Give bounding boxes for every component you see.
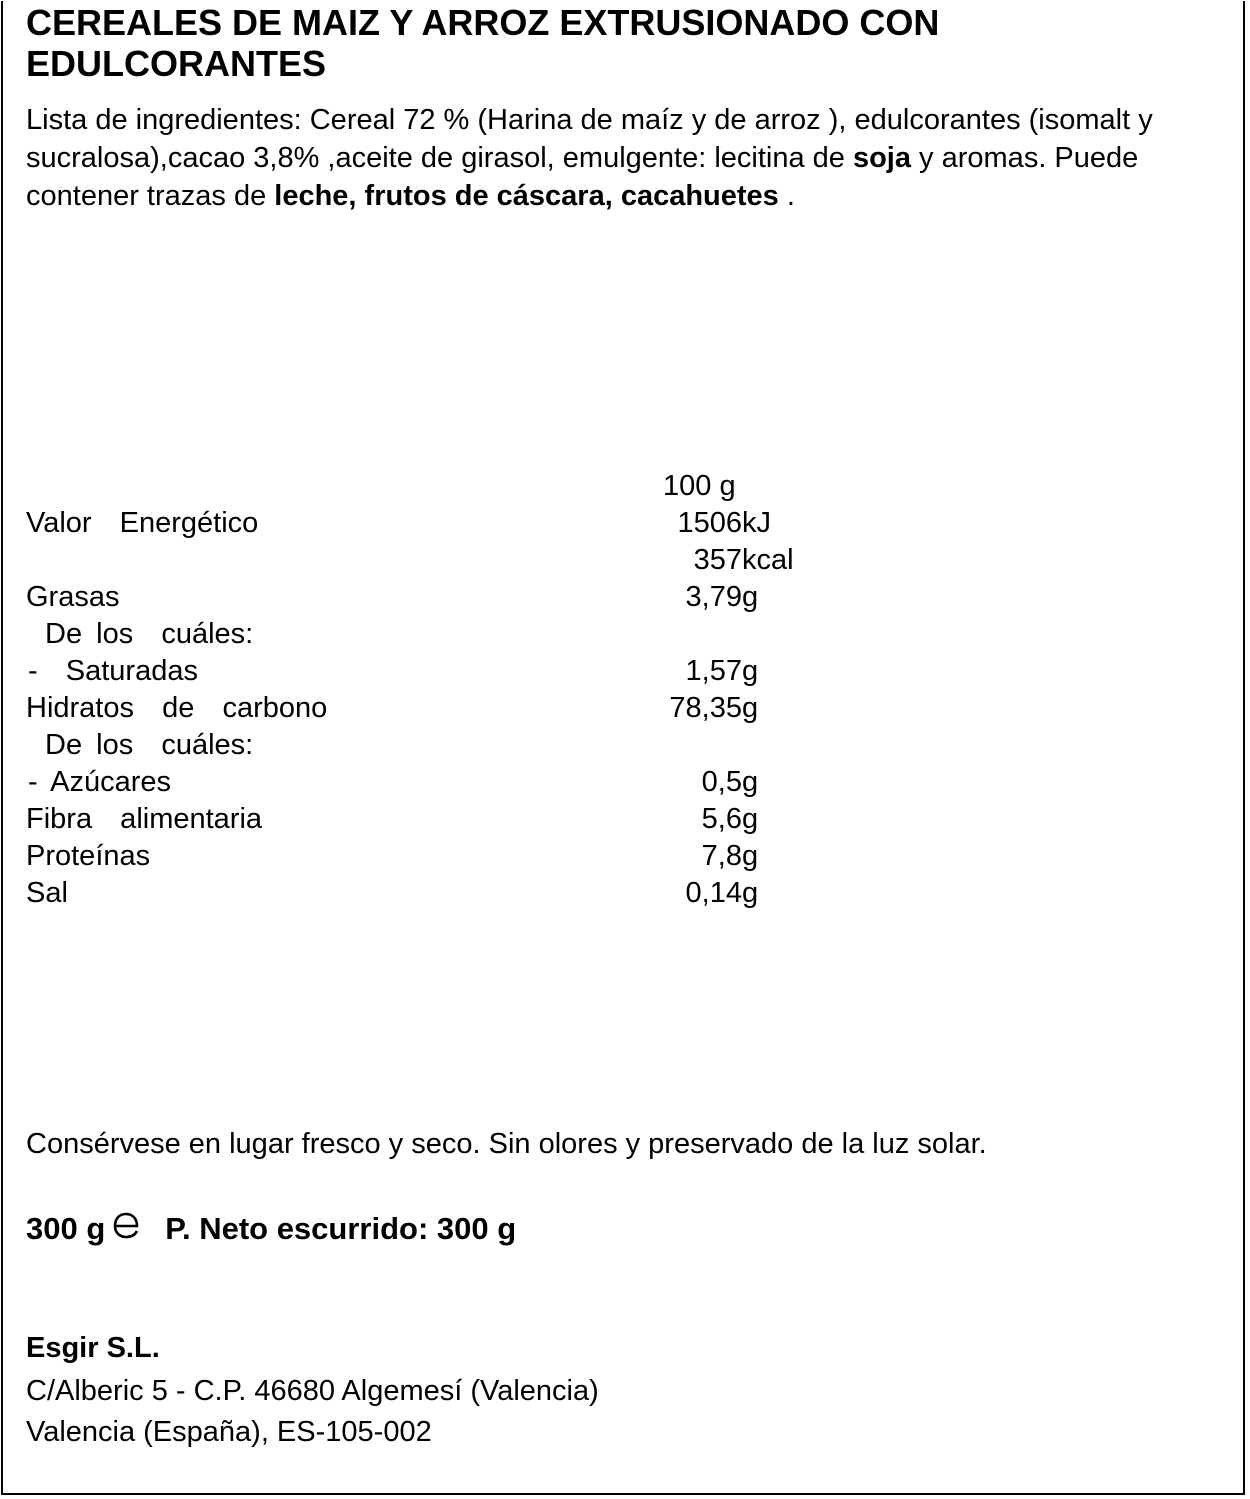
ingredients-text: Lista de ingredientes: Cereal 72 % (Harina de maíz y de arroz ), edulcorantes (isomalt y sucralosa),cacao 3,8% ,aceite de girasol, emulgente: lecitina de <box>26 104 1153 174</box>
nutrient-label: Hidratos de carbono <box>26 692 328 724</box>
net-weight: 300 g <box>26 1211 106 1246</box>
nutrient-label: De los cuáles: <box>45 618 254 650</box>
nutrient-unit: g <box>742 840 759 872</box>
drained-weight: P. Neto escurrido: 300 g <box>165 1211 517 1246</box>
nutrition-row-of-which <box>26 618 926 655</box>
nutrient-label: Grasas <box>26 581 120 613</box>
product-title: CEREALES DE MAIZ Y ARROZ EXTRUSIONADO CON EDULCORANTES <box>26 2 940 84</box>
nutrition-row-fat <box>26 581 926 618</box>
nutrient-label: Sal <box>26 877 68 909</box>
allergen-soy: soja <box>852 142 911 174</box>
nutrient-unit: g <box>742 655 759 687</box>
nutrient-value: 0,5 <box>701 766 742 798</box>
ingredients-text-end: . <box>778 180 795 212</box>
nutrient-value: 1506 <box>677 507 742 539</box>
allergen-traces: leche, frutos de cáscara, cacahuetes <box>274 180 779 212</box>
nutrient-label: Valor Energético <box>26 507 259 539</box>
nutrient-label: Fibra alimentaria <box>26 803 263 835</box>
nutrient-unit: g <box>742 803 759 835</box>
nutrient-value: 7,8 <box>701 840 742 872</box>
nutrition-row-of-which <box>26 729 926 766</box>
nutrient-label: - Saturadas <box>28 655 198 687</box>
nutrition-row-carbs <box>26 692 926 729</box>
nutrition-row-salt <box>26 877 926 914</box>
nutrition-row-saturated <box>26 655 926 692</box>
nutrient-value: 5,6 <box>701 803 742 835</box>
nutrition-row-sugars <box>26 766 926 803</box>
nutrient-value: 3,79 <box>685 581 742 613</box>
nutrient-unit: g <box>742 692 759 724</box>
ingredients-text-cont: y aromas. Puede contener trazas de <box>26 142 1139 212</box>
company-address: C/Alberic 5 - C.P. 46680 Algemesí (Valencia) <box>26 1375 599 1407</box>
nutrition-row-protein <box>26 840 926 877</box>
nutrient-unit: g <box>742 581 759 613</box>
net-weight-line <box>26 1210 516 1248</box>
nutrient-value: 78,35 <box>669 692 742 724</box>
nutrient-value: 357 <box>693 544 742 576</box>
estimated-sign-icon <box>111 1210 141 1248</box>
nutrient-unit: kJ <box>742 507 771 539</box>
nutrient-label: De los cuáles: <box>45 729 254 761</box>
nutrient-unit: g <box>742 766 759 798</box>
nutrient-value: 0,14 <box>685 877 742 909</box>
ingredients-list <box>26 101 1221 215</box>
nutrient-unit: g <box>742 877 759 909</box>
nutrition-row-fiber <box>26 803 926 840</box>
nutrient-label: Proteínas <box>26 840 151 872</box>
nutrition-row-energy-kcal <box>26 544 926 581</box>
company-name: Esgir S.L. <box>26 1332 160 1364</box>
nutrient-value: 1,57 <box>685 655 742 687</box>
nutrient-unit: kcal <box>742 544 794 576</box>
company-registry: Valencia (España), ES-105-002 <box>26 1416 432 1448</box>
nutrition-header-row <box>26 470 926 507</box>
nutrition-row-energy-kj <box>26 507 926 544</box>
nutrition-header: 100 g <box>663 470 736 502</box>
nutrient-label: - Azúcares <box>28 766 171 798</box>
storage-instructions: Consérvese en lugar fresco y seco. Sin olores y preservado de la luz solar. <box>26 1128 987 1160</box>
